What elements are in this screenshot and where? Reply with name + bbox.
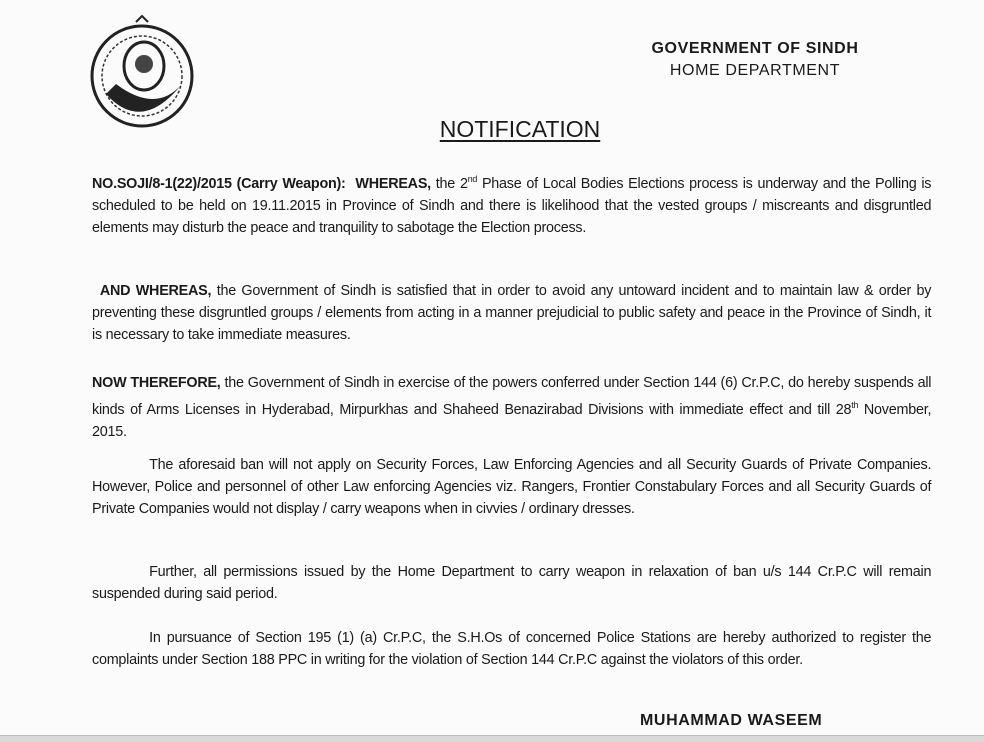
text: the 2 <box>430 175 468 192</box>
paragraph-permissions: Further, all permissions issued by the Home Department to carry weapon in relaxation of ban u/s 144 Cr.P.C will remain suspended during said period. <box>92 564 932 602</box>
paragraph-enforcement: In pursuance of Section 195 (1) (a) Cr.P.C, the S.H.Os of concerned Police Stations are hereby authorized to register the complaints under Section 188 PPC in writing for the violation of Section 144 Cr.P.C against the violators of this order. <box>92 630 932 668</box>
document-title: NOTIFICATION <box>439 116 601 142</box>
lead-and-whereas: AND WHEREAS, <box>99 283 212 299</box>
paragraph-whereas <box>92 168 931 239</box>
header-government: GOVERNMENT OF SINDH <box>651 40 859 57</box>
lead-now-therefore: NOW THEREFORE, <box>92 375 221 391</box>
text: November, 2015. <box>92 401 932 440</box>
paragraph-now-therefore <box>92 372 931 443</box>
text: Phase of Local Bodies Elections process is underway and the Polling is scheduled to be held on 19.11.2015 in Province of Sindh and there is likelihood that the vested groups / miscreants and disgruntled elements may disturb the peace and tranquility to sabotage the Election process. <box>92 175 932 236</box>
lead-whereas: WHEREAS, <box>355 175 431 192</box>
signatory-name: MUHAMMAD WASEEM <box>640 712 823 729</box>
superscript: nd <box>467 174 478 184</box>
paragraph-exemptions: The aforesaid ban will not apply on Security Forces, Law Enforcing Agencies and all Security Guards of Private Companies. However, Police and personnel of other Law enforcing Agencies viz. Rangers, Frontier Constabulary Forces and all Security Guards of Private Companies would not display / carry weapons when in civvies / ordinary dresses. <box>92 457 932 517</box>
text: the Government of Sindh in exercise of the powers conferred under Section 144 (6) Cr.P.C, do hereby suspends all kinds of Arms Licenses in Hyderabad, Mirpurkhas and Shaheed Benazirabad Divisions with immediate effect and till 28 <box>92 375 932 418</box>
superscript: th <box>851 400 859 410</box>
text: the Government of Sindh is satisfied that in order to avoid any untoward incident and to maintain law & order by preventing these disgruntled groups / elements from acting in a manner prejudicial to public safety and peace in the Province of Sindh, it is necessary to take immediate measures. <box>92 283 932 343</box>
header-department: HOME DEPARTMENT <box>669 62 841 79</box>
reference-number: NO.SOJI/8-1(22)/2015 (Carry Weapon): <box>92 175 346 192</box>
paragraph-and-whereas <box>92 280 931 346</box>
